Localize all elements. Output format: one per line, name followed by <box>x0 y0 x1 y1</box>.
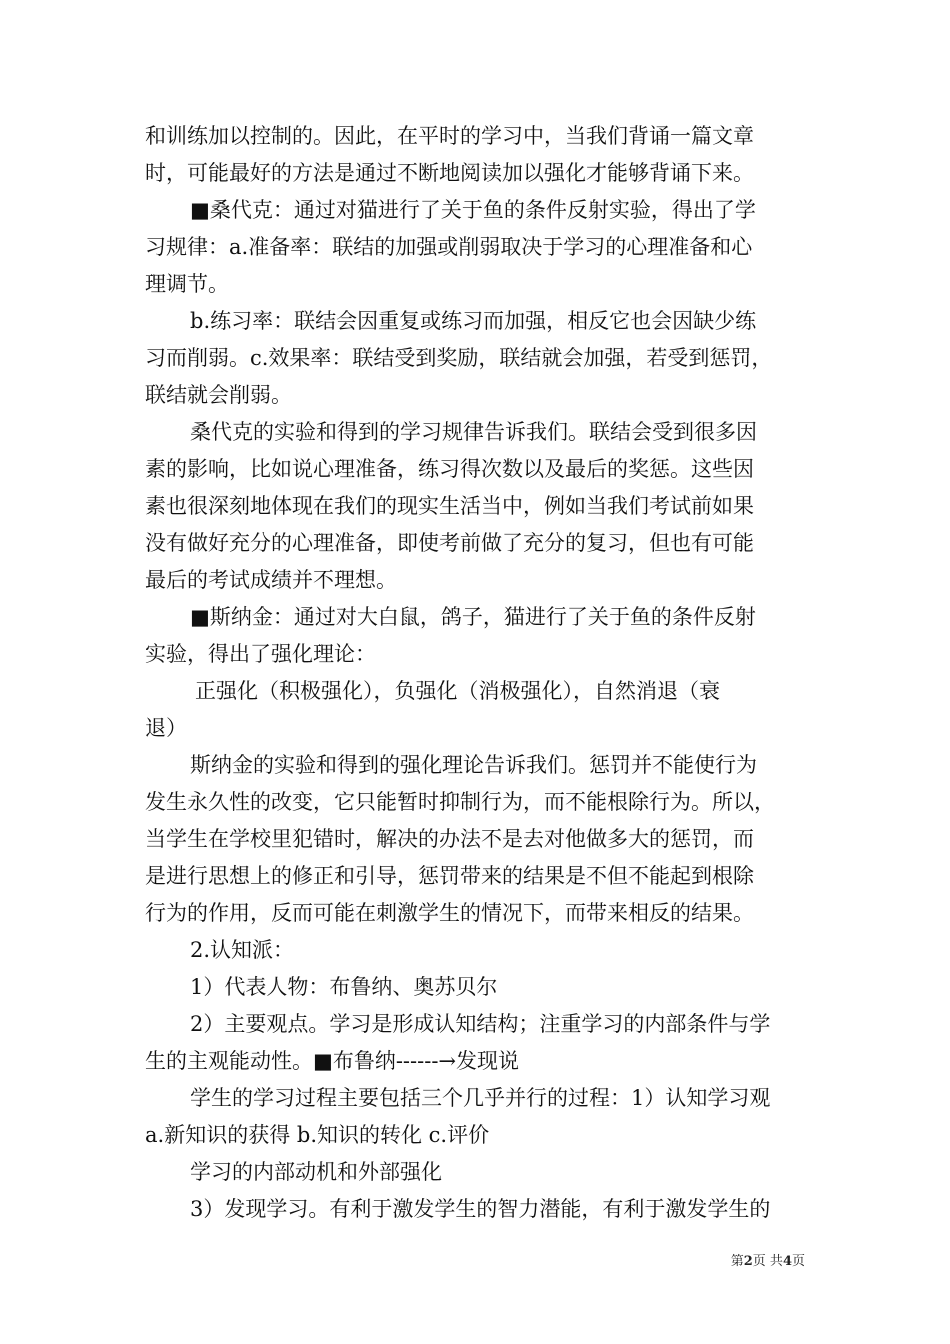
text-line: 发生永久性的改变，它只能暂时抑制行为，而不能根除行为。所以， <box>145 790 775 814</box>
text-line: 习而削弱。c.效果率：联结受到奖励，联结就会加强，若受到惩罚， <box>145 346 773 370</box>
text-line: 实验，得出了强化理论： <box>145 642 376 666</box>
text-line: 斯纳金的实验和得到的强化理论告诉我们。惩罚并不能使行为 <box>190 753 757 777</box>
text-line: 桑代克的实验和得到的学习规律告诉我们。联结会受到很多因 <box>190 420 757 444</box>
text-line: ■斯纳金：通过对大白鼠，鸽子，猫进行了关于鱼的条件反射 <box>190 605 756 629</box>
text-line: 最后的考试成绩并不理想。 <box>145 568 397 592</box>
text-line: 2.认知派： <box>190 938 295 962</box>
text-line: b.练习率：联结会因重复或练习而加强，相反它也会因缺少练 <box>190 309 757 333</box>
text-line: 时，可能最好的方法是通过不断地阅读加以强化才能够背诵下来。 <box>145 161 754 185</box>
text-line: 理调节。 <box>145 272 229 296</box>
footer-total-pages: 4 <box>782 1254 792 1269</box>
text-line: 联结就会削弱。 <box>145 383 292 407</box>
footer-page-number: 2 <box>743 1254 753 1269</box>
text-line: 是进行思想上的修正和引导，惩罚带来的结果是不但不能起到根除 <box>145 864 754 888</box>
text-line: 素也很深刻地体现在我们的现实生活当中，例如当我们考试前如果 <box>145 494 754 518</box>
footer-middle: 页 共 <box>752 1254 783 1269</box>
text-line: 正强化（积极强化），负强化（消极强化），自然消退（衰 <box>195 679 720 703</box>
page-footer <box>731 1250 805 1269</box>
footer-prefix: 第 <box>730 1254 744 1269</box>
text-line: 行为的作用，反而可能在刺激学生的情况下，而带来相反的结果。 <box>145 901 754 925</box>
text-line: 学习的内部动机和外部强化 <box>190 1160 442 1184</box>
text-line: 1）代表人物：布鲁纳、奥苏贝尔 <box>190 975 498 999</box>
text-line: 素的影响，比如说心理准备，练习得次数以及最后的奖惩。这些因 <box>145 457 754 481</box>
text-line: 习规律：a.准备率：联结的加强或削弱取决于学习的心理准备和心 <box>145 235 753 259</box>
text-line: 和训练加以控制的。因此，在平时的学习中，当我们背诵一篇文章 <box>145 124 754 148</box>
text-line: 2）主要观点。学习是形成认知结构；注重学习的内部条件与学 <box>190 1012 771 1036</box>
text-line: ■桑代克：通过对猫进行了关于鱼的条件反射实验，得出了学 <box>190 198 756 222</box>
text-line: 3）发现学习。有利于激发学生的智力潜能，有利于激发学生的 <box>190 1197 771 1221</box>
document-body <box>145 118 817 1228</box>
footer-suffix: 页 <box>791 1254 805 1269</box>
text-line: 退） <box>145 716 187 740</box>
text-line: 没有做好充分的心理准备，即使考前做了充分的复习，但也有可能 <box>145 531 754 555</box>
text-line: 学生的学习过程主要包括三个几乎并行的过程：1）认知学习观 <box>190 1086 771 1110</box>
text-line: a.新知识的获得 b.知识的转化 c.评价 <box>145 1123 490 1147</box>
text-line: 生的主观能动性。■布鲁纳------→发现说 <box>145 1049 520 1073</box>
text-line: 当学生在学校里犯错时，解决的办法不是去对他做多大的惩罚，而 <box>145 827 754 851</box>
